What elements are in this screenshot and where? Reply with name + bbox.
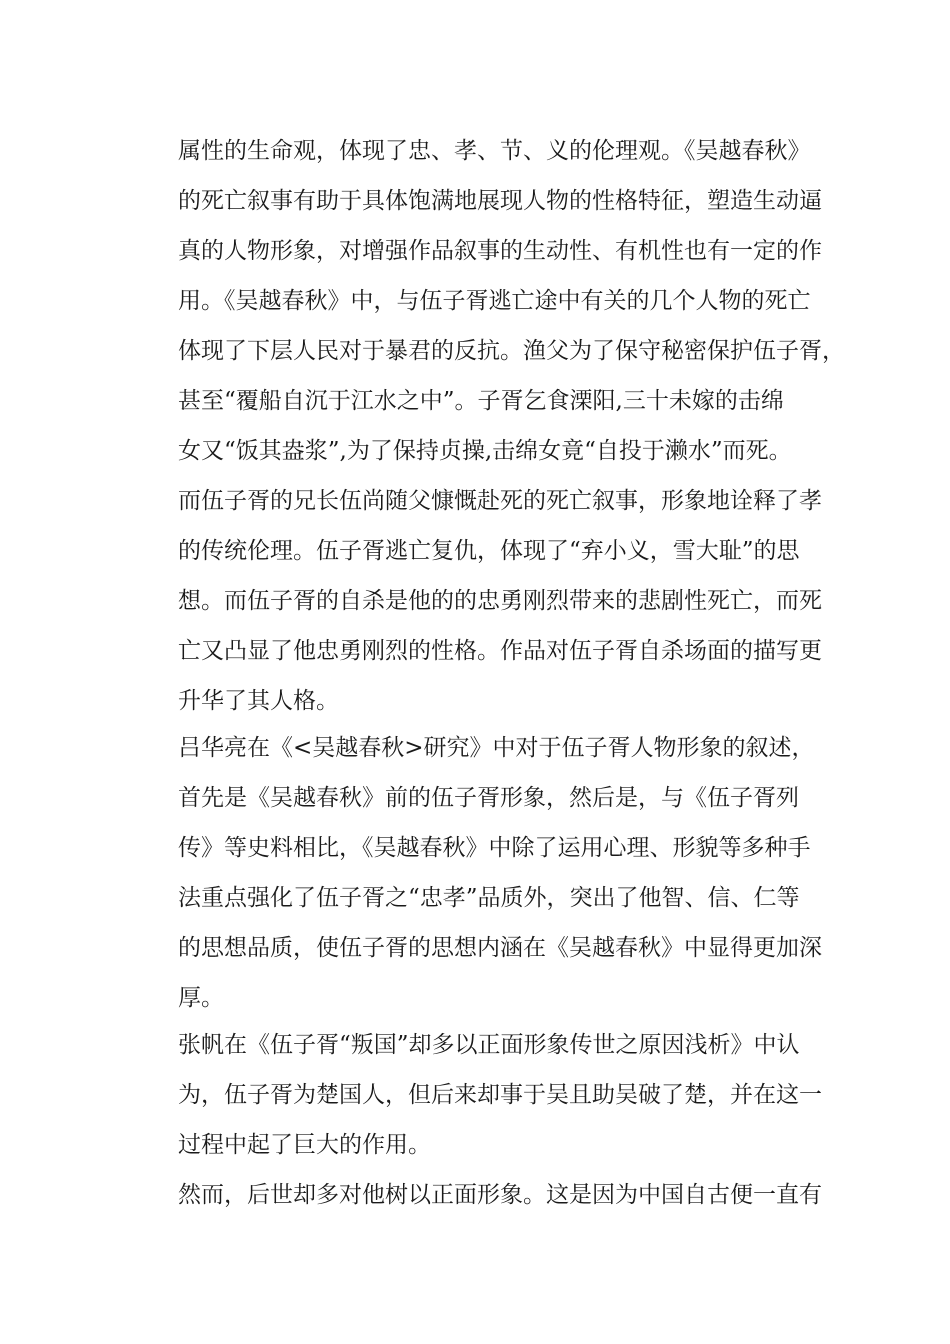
text-line: 法重点强化了伍子胥之“忠孝”品质外，突出了他智、信、仁等: [178, 885, 800, 911]
text-line: 传》等史料相比，《吴越春秋》中除了运用心理、形貌等多种手: [178, 835, 811, 861]
text-line: 亡又凸显了他忠勇刚烈的性格。作品对伍子胥自杀场面的描写更: [178, 638, 822, 664]
text-line: 用。《吴越春秋》中，与伍子胥逃亡途中有关的几个人物的死亡: [178, 288, 811, 314]
text-line: 然而，后世却多对他树以正面形象。这是因为中国自古便一直有: [178, 1182, 822, 1208]
text-line: 而伍子胥的兄长伍尚随父慷慨赴死的死亡叙事，形象地诠释了孝: [178, 488, 822, 514]
text-line: 属性的生命观，体现了忠、孝、节、义的伦理观。《吴越春秋》: [178, 138, 811, 164]
text-line: 的传统伦理。伍子胥逃亡复仇，体现了“弃小义，雪大耻”的思: [178, 538, 800, 564]
text-line: 真的人物形象，对增强作品叙事的生动性、有机性也有一定的作: [178, 238, 822, 264]
text-line: 为，伍子胥为楚国人，但后来却事于吴且助吴破了楚，并在这一: [178, 1082, 822, 1108]
text-line: 首先是《吴越春秋》前的伍子胥形象，然后是，与《伍子胥列: [178, 785, 799, 811]
text-line: 的死亡叙事有助于具体饱满地展现人物的性格特征，塑造生动逼: [178, 188, 822, 214]
text-line: 张帆在《伍子胥“叛国”却多以正面形象传世之原因浅析》中认: [178, 1032, 800, 1058]
text-line: 厚。: [178, 985, 224, 1011]
text-line: 想。而伍子胥的自杀是他的的忠勇刚烈带来的悲剧性死亡，而死: [178, 588, 822, 614]
text-line: 体现了下层人民对于暴君的反抗。渔父为了保守秘密保护伍子胥，: [178, 338, 845, 364]
text-line: 的思想品质，使伍子胥的思想内涵在《吴越春秋》中显得更加深: [178, 935, 822, 961]
text-line: 吕华亮在《<吴越春秋>研究》中对于伍子胥人物形象的叙述，: [178, 735, 815, 761]
text-line: 甚至“覆船自沉于江水之中”。子胥乞食溧阳,三十未嫁的击绵: [178, 388, 784, 414]
text-line: 过程中起了巨大的作用。: [178, 1132, 431, 1158]
text-line: 女又“饭其盎浆”,为了保持贞操,击绵女竟“自投于濑水”而死。: [178, 438, 792, 464]
text-line: 升华了其人格。: [178, 688, 339, 714]
